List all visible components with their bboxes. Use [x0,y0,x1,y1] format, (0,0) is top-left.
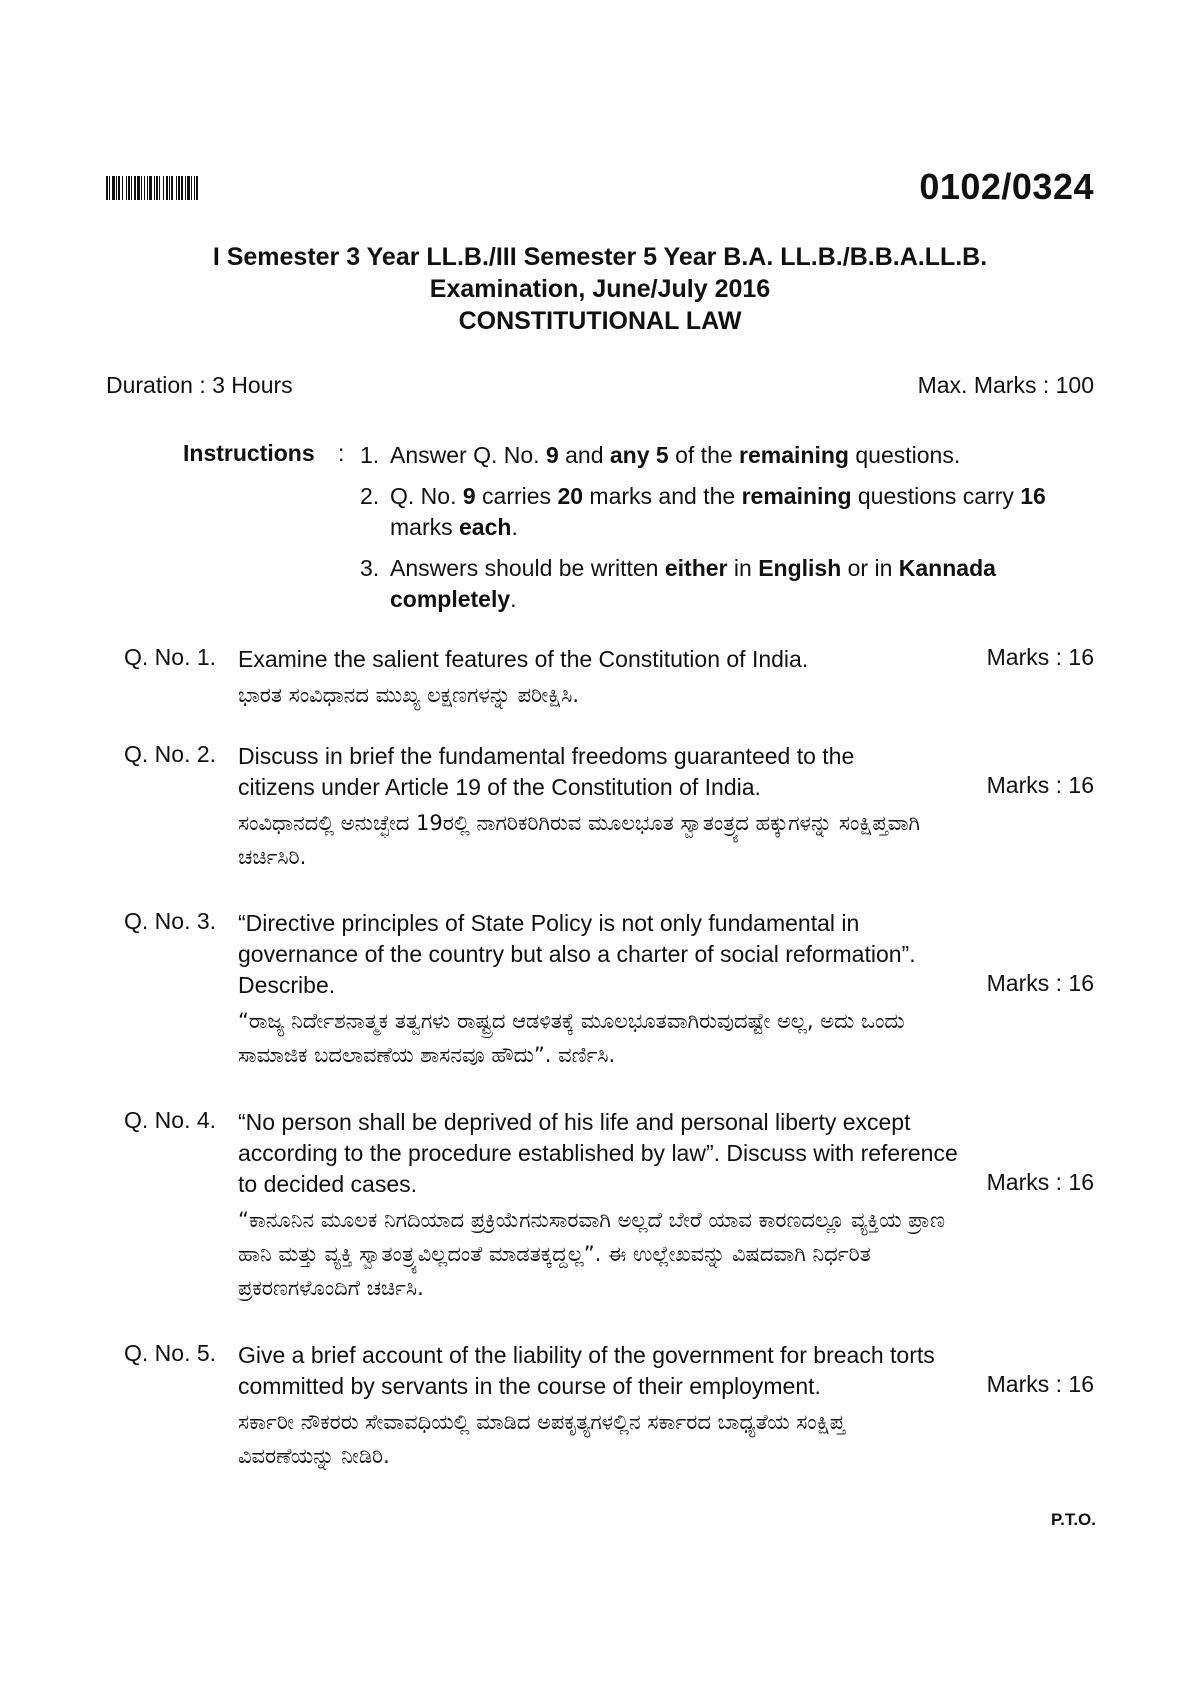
question-body [238,1340,973,1473]
subject-title: CONSTITUTIONAL LAW [458,307,742,335]
question-text-kannada: ಭಾರತ ಸಂವಿಧಾನದ ಮುಖ್ಯ ಲಕ್ಷಣಗಳನ್ನು ಪರೀಕ್ಷಿಸಿ. [238,683,580,707]
question-number: Q. No. 2. [124,741,217,767]
duration: Duration : 3 Hours [106,372,293,398]
question-text-english: “No person shall be deprived of his life and personal liberty except according to the procedure established by law”. Discuss with reference to decided cases. [238,1109,958,1197]
instruction-text: Answers should be written either in English or in Kannada completely. [390,555,996,612]
question-body [238,741,938,874]
question-marks: Marks : 16 [986,644,1094,670]
instruction-number: 1. [360,442,380,468]
question-number: Q. No. 3. [124,908,217,934]
question-text-english: Give a brief account of the liability of the government for breach torts committed by servants in the course of their employment. [238,1342,935,1399]
question-text-english: “Directive principles of State Policy is not only fundamental in governance of the country but also a charter of social reformation”. Describe. [238,910,916,998]
instruction-text: Q. No. 9 carries 20 marks and the remaining questions carry 16 marks each. [390,483,1046,540]
instruction-item [360,481,1050,543]
instructions-label: Instructions [183,440,315,466]
question-body [238,908,978,1072]
instruction-item [360,553,1050,615]
page-turn-note: P.T.O. [1050,1510,1096,1529]
paper-code: 0102/0324 [919,166,1094,207]
question-text-english: Examine the salient features of the Constitution of India. [238,646,809,672]
exam-session: Examination, June/July 2016 [429,275,771,303]
question-body [238,644,878,712]
question-marks: Marks : 16 [986,772,1094,798]
question-text-kannada: ಸರ್ಕಾರೀ ನೌಕರರು ಸೇವಾವಧಿಯಲ್ಲಿ ಮಾಡಿದ ಅಪಕೃತ್ಯಗಳಲ್ಲಿನ ಸರ್ಕಾರದ ಬಾಧ್ಯತೆಯ ಸಂಕ್ಷಿಪ್ತ ವಿವರಣೆಯನ್ನು ನೀಡಿರಿ. [238,1410,846,1468]
question-marks: Marks : 16 [986,1371,1094,1397]
question-number: Q. No. 5. [124,1340,217,1366]
instruction-item [360,440,1050,471]
instruction-text: Answer Q. No. 9 and any 5 of the remaining questions. [390,442,961,468]
instruction-number: 2. [360,483,380,509]
question-number: Q. No. 1. [124,644,217,670]
max-marks: Max. Marks : 100 [917,372,1094,398]
instructions-colon: : [338,440,345,466]
question-text-english: Discuss in brief the fundamental freedoms guaranteed to the citizens under Article 19 of the Constitution of India. [238,743,855,800]
barcode [106,176,332,200]
question-text-kannada: “ರಾಜ್ಯ ನಿರ್ದೇಶನಾತ್ಮಕ ತತ್ವಗಳು ರಾಷ್ಟ್ರದ ಆಡಳಿತಕ್ಕೆ ಮೂಲಭೂತವಾಗಿರುವುದಷ್ಟೇ ಅಲ್ಲ, ಅದು ಒಂದು ಸಾಮಾಜಿಕ ಬದಲಾವಣೆಯ ಶಾಸನವೂ ಹೌದು”. ವರ್ಣಿಸಿ. [238,1009,905,1067]
question-text-kannada: ಸಂವಿಧಾನದಲ್ಲಿ ಅನುಚ್ಛೇದ 19ರಲ್ಲಿ ನಾಗರಿಕರಿಗಿರುವ ಮೂಲಭೂತ ಸ್ವಾತಂತ್ರ್ಯದ ಹಕ್ಕುಗಳನ್ನು ಸಂಕ್ಷಿಪ್ತವಾಗಿ ಚರ್ಚಿಸಿರಿ. [238,811,920,869]
question-number: Q. No. 4. [124,1107,217,1133]
exam-title: I Semester 3 Year LL.B./III Semester 5 Year B.A. LL.B./B.B.A.LL.B. [212,243,988,271]
question-text-kannada: “ಕಾನೂನಿನ ಮೂಲಕ ನಿಗದಿಯಾದ ಪ್ರಕ್ರಿಯೆಗನುಸಾರವಾಗಿ ಅಲ್ಲದೆ ಬೇರೆ ಯಾವ ಕಾರಣದಲ್ಲೂ ವ್ಯಕ್ತಿಯ ಪ್ರಾಣ ಹಾನಿ ಮತ್ತು ವ್ಯಕ್ತಿ ಸ್ವಾತಂತ್ರ್ಯವಿಲ್ಲದಂತೆ ಮಾಡತಕ್ಕದ್ದಲ್ಲ”. ಈ ಉಲ್ಲೇಖವನ್ನು ವಿಷದವಾಗಿ ನಿರ್ಧರಿತ ಪ್ರಕರಣಗಳೊಂದಿಗೆ ಚರ್ಚಿಸಿ. [238,1208,945,1300]
question-marks: Marks : 16 [986,970,1094,996]
question-body [238,1107,978,1305]
instruction-number: 3. [360,555,380,581]
question-marks: Marks : 16 [986,1169,1094,1195]
